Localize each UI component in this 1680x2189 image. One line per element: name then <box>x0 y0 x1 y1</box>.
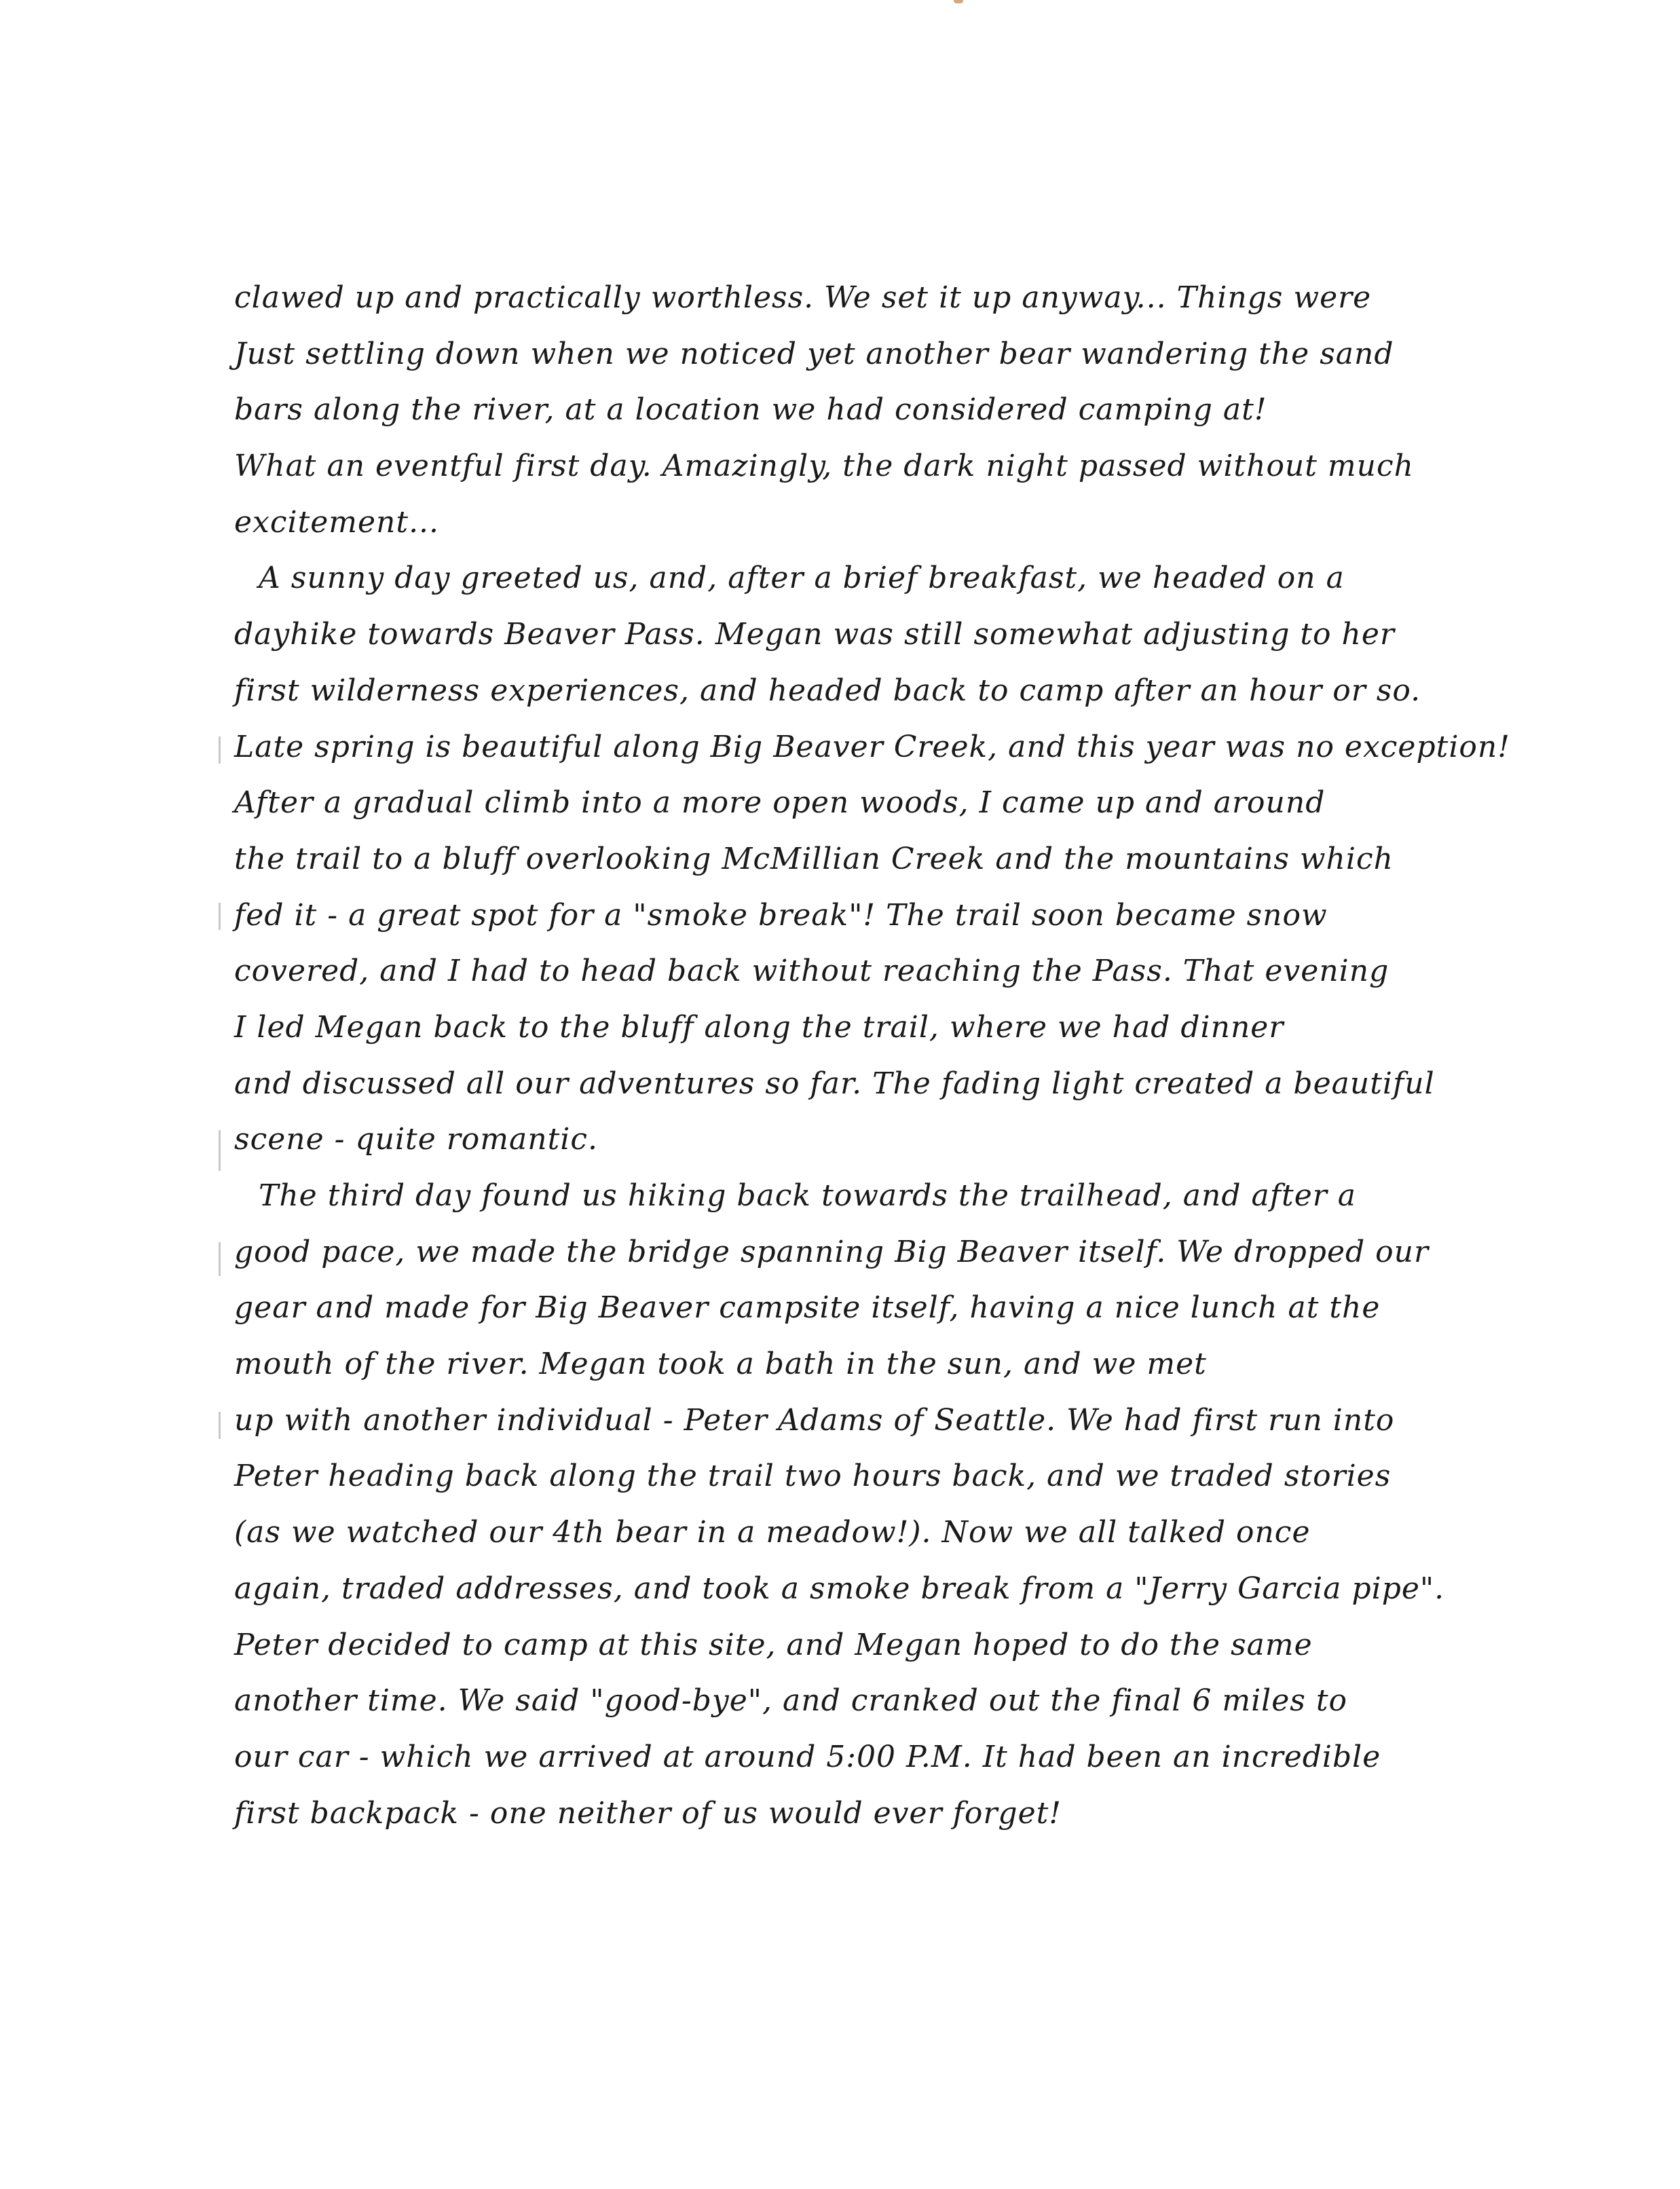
handwritten-text-body <box>234 270 1599 1841</box>
text-line: good pace, we made the bridge spanning Big Beaver itself. We dropped our <box>234 1234 1430 1269</box>
text-line: Peter decided to camp at this site, and Megan hoped to do the same <box>234 1627 1313 1662</box>
text-line: again, traded addresses, and took a smoke break from a "Jerry Garcia pipe". <box>234 1571 1445 1606</box>
text-line: What an eventful first day. Amazingly, the dark night passed without much <box>234 449 1414 484</box>
margin-mark <box>219 1412 221 1439</box>
text-line: first wilderness experiences, and headed back to camp after an hour or so. <box>234 673 1421 708</box>
margin-mark <box>219 1242 221 1276</box>
text-line: fed it - a great spot for a "smoke break"! The trail soon became snow <box>234 897 1328 933</box>
text-line: excitement... <box>234 504 440 540</box>
text-line: Late spring is beautiful along Big Beaver Creek, and this year was no exception! <box>234 729 1510 764</box>
text-line: clawed up and practically worthless. We set it up anyway... Things were <box>234 280 1372 315</box>
text-line: our car - which we arrived at around 5:00 P.M. It had been an incredible <box>234 1739 1381 1774</box>
text-line: the trail to a bluff overlooking McMillian Creek and the mountains which <box>234 841 1394 876</box>
text-line: bars along the river, at a location we had considered camping at! <box>234 392 1267 428</box>
text-line: (as we watched our 4th bear in a meadow!). Now we all talked once <box>234 1515 1311 1550</box>
text-line: After a gradual climb into a more open woods, I came up and around <box>234 785 1326 821</box>
text-line: up with another individual - Peter Adams of Seattle. We had first run into <box>234 1402 1395 1438</box>
text-line: Peter heading back along the trail two hours back, and we traded stories <box>234 1459 1392 1494</box>
text-line: dayhike towards Beaver Pass. Megan was still somewhat adjusting to her <box>234 617 1395 652</box>
scan-edge-mark <box>954 0 963 3</box>
text-line: I led Megan back to the bluff along the trail, where we had dinner <box>234 1009 1284 1045</box>
text-line: and discussed all our adventures so far. The fading light created a beautiful <box>234 1066 1435 1101</box>
margin-mark <box>219 736 221 764</box>
text-line: covered, and I had to head back without reaching the Pass. That evening <box>234 954 1389 989</box>
margin-mark <box>219 903 221 930</box>
text-line: first backpack - one neither of us would ever forget! <box>234 1795 1062 1831</box>
text-line: mouth of the river. Megan took a bath in the sun, and we met <box>234 1347 1207 1382</box>
text-line: gear and made for Big Beaver campsite itself, having a nice lunch at the <box>234 1290 1381 1326</box>
text-line: A sunny day greeted us, and, after a brief breakfast, we headed on a <box>259 561 1345 596</box>
text-line: scene - quite romantic. <box>234 1122 598 1157</box>
margin-mark <box>219 1130 221 1171</box>
text-line: another time. We said "good-bye", and cranked out the final 6 miles to <box>234 1683 1347 1719</box>
text-line: Just settling down when we noticed yet another bear wandering the sand <box>234 336 1394 371</box>
text-line: The third day found us hiking back towards the trailhead, and after a <box>259 1178 1356 1213</box>
